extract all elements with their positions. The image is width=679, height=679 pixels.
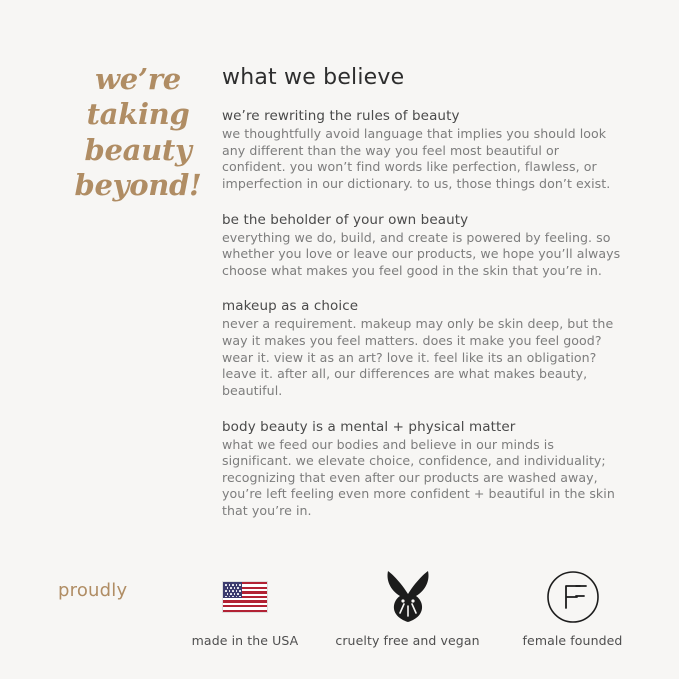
badge-label: made in the USA bbox=[191, 633, 299, 648]
page-title: what we believe bbox=[222, 65, 405, 90]
badges-footer bbox=[0, 560, 679, 670]
proudly-label: proudly bbox=[58, 580, 128, 601]
section-heading: we’re rewriting the rules of beauty bbox=[222, 108, 460, 125]
headline-block bbox=[58, 62, 218, 204]
badge-label: female founded bbox=[522, 633, 623, 648]
belief-section-3 bbox=[222, 298, 626, 399]
headline-line-3: beauty bbox=[84, 132, 192, 167]
section-body: we thoughtfully avoid language that implies you should look any different than the way you feel most beautiful or confident. you won’t find words like perfection, flawless, or imperfection in our dictionary. to us, those things don’t exist. bbox=[222, 126, 611, 192]
belief-section-4 bbox=[222, 419, 626, 520]
usa-flag-icon bbox=[170, 568, 320, 626]
cruelty-free-bunny-icon bbox=[325, 568, 490, 626]
section-body: everything we do, build, and create is powered by feeling. so whether you love or leave our products, we hope you’ll always choose what makes you feel good in the skin that you’re in. bbox=[222, 229, 621, 278]
headline-line-1: we’re bbox=[95, 62, 181, 96]
belief-section-1 bbox=[222, 108, 626, 192]
badge-made-in-usa bbox=[170, 568, 320, 648]
badge-female-founded bbox=[500, 568, 645, 648]
section-heading: makeup as a choice bbox=[222, 298, 359, 315]
section-body: never a requirement. makeup may only be skin deep, but the way it makes you feel matters. does it make you feel good? wear it. view it as an art? love it. feel like its an obligation? leave it. after all, our differences are what makes beauty, beautiful. bbox=[222, 316, 614, 398]
badge-label: cruelty free and vegan bbox=[335, 633, 480, 648]
section-body: what we feed our bodies and believe in our minds is significant. we elevate choice, confidence, and individuality; recognizing that even after our products are washed away, you’re left feeling even more confident + beautiful in the skin that you’re in. bbox=[222, 436, 615, 518]
headline-line-4: beyond! bbox=[74, 168, 202, 203]
female-founded-icon bbox=[500, 568, 645, 626]
headline-line-2: taking bbox=[86, 97, 190, 132]
section-heading: body beauty is a mental + physical matter bbox=[222, 418, 516, 435]
belief-section-2 bbox=[222, 212, 626, 280]
content-column bbox=[222, 66, 626, 520]
badge-cruelty-free bbox=[325, 568, 490, 648]
section-heading: be the beholder of your own beauty bbox=[222, 211, 469, 228]
